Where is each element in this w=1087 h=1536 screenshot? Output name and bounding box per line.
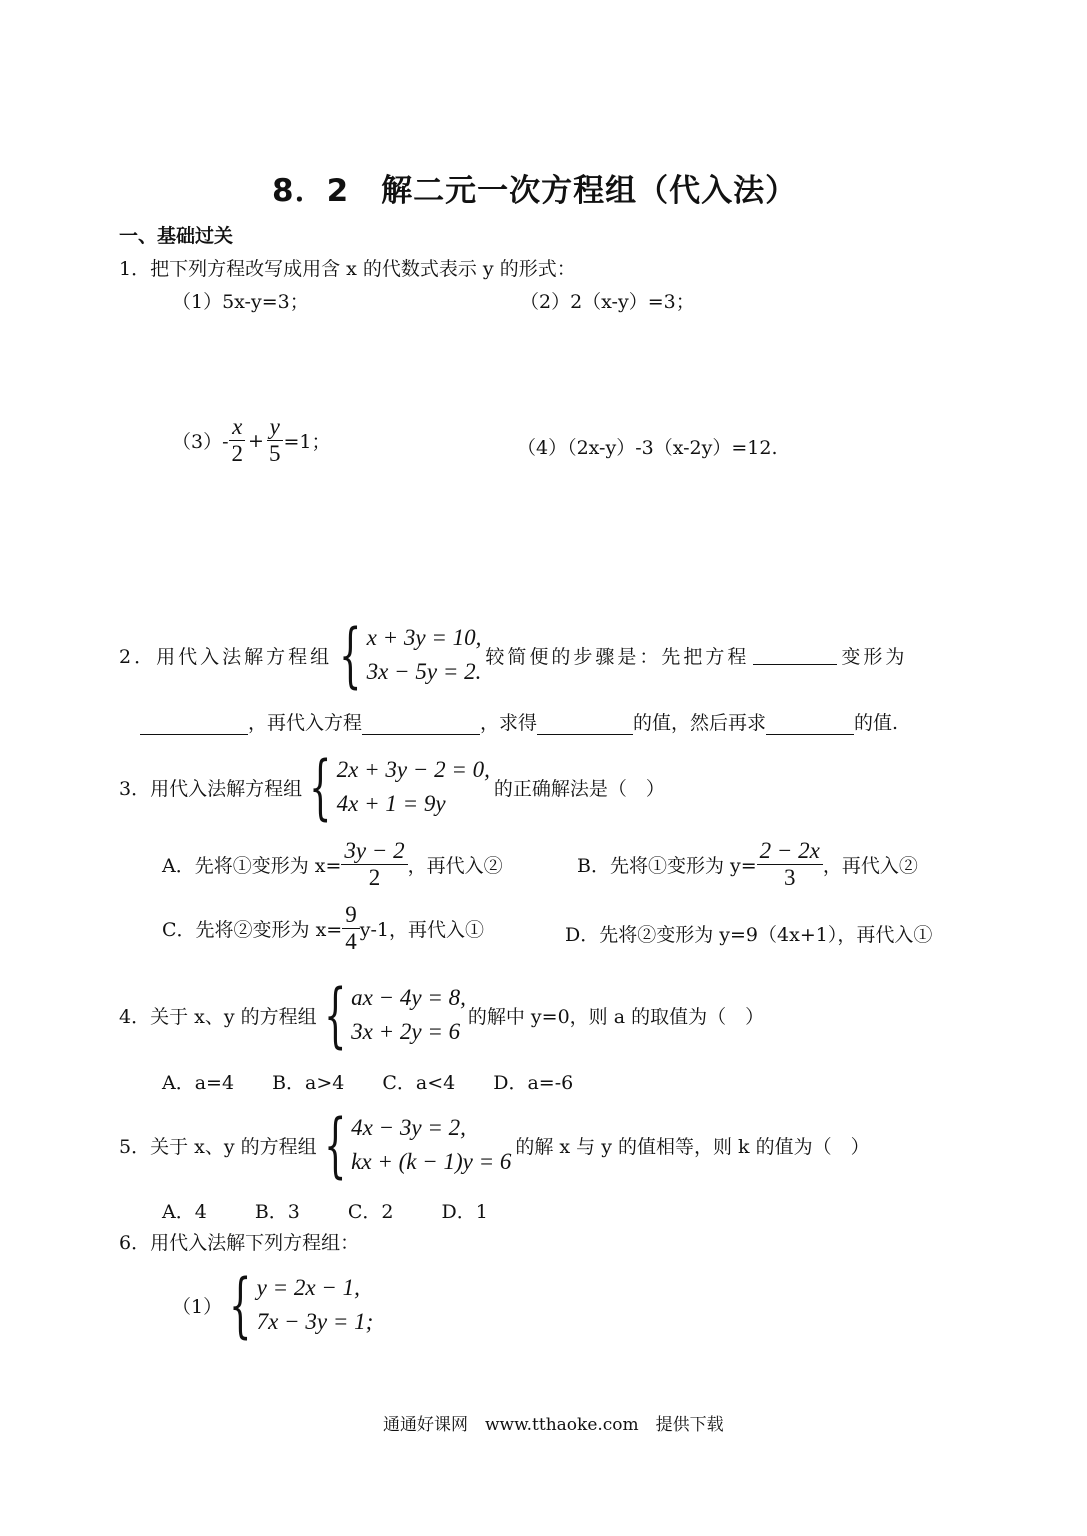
- question-1-part-3: [172, 414, 330, 468]
- equation-system: [302, 746, 490, 828]
- equation-1: 4x − 3y = 2,: [351, 1114, 466, 1140]
- left-brace-icon: {: [323, 974, 347, 1056]
- fraction-numerator: x: [229, 414, 245, 441]
- equation-system: [332, 614, 482, 696]
- question-2-text-b: ，求得: [480, 712, 538, 734]
- fraction-numerator: 2 − 2x: [757, 838, 823, 865]
- option-a[interactable]: A．a=4: [162, 1072, 235, 1094]
- page-footer: 通通好课网 www.tthaoke.com 提供下载: [383, 1415, 724, 1435]
- fraction-denominator: 5: [268, 441, 281, 467]
- left-brace-icon: {: [323, 1104, 347, 1186]
- section-heading: 一、基础过关: [119, 225, 234, 247]
- question-2-text-a: ，再代入方程: [248, 712, 363, 734]
- equation-1: y = 2x − 1,: [256, 1274, 360, 1300]
- fraction: [342, 902, 360, 956]
- answer-blank[interactable]: [140, 716, 248, 735]
- answer-blank[interactable]: [753, 646, 837, 665]
- equation-2: 3x − 5y = 2.: [366, 659, 482, 684]
- question-2-line-1: [119, 614, 908, 696]
- equation-2: 7x − 3y = 1;: [256, 1309, 374, 1334]
- question-2-after-2: 变形为: [841, 645, 908, 668]
- question-1-part-4: （4）（2x-y）-3（x-2y）=12.: [517, 437, 778, 459]
- option-a-prefix: A．先将①变形为 x=: [162, 855, 342, 878]
- option-b-prefix: B．先将①变形为 y=: [577, 855, 757, 878]
- answer-blank[interactable]: [537, 716, 633, 735]
- question-2-after: 较简便的步骤是：先把方程: [485, 645, 750, 668]
- answer-blank[interactable]: [766, 716, 854, 735]
- question-6-part-1: [172, 1264, 374, 1346]
- answer-blank[interactable]: [362, 716, 480, 735]
- fraction-denominator: 2: [231, 441, 244, 467]
- left-brace-icon: {: [309, 746, 332, 828]
- question-1-part-1: （1）5x-y=3；: [172, 291, 309, 313]
- page-title: 8．2 解二元一次方程组（代入法）: [272, 173, 798, 209]
- option-a[interactable]: [162, 838, 503, 892]
- question-5-stem: [119, 1104, 870, 1186]
- option-c-prefix: C．先将②变形为 x=: [162, 919, 343, 942]
- question-2-text-c: 的值，然后再求: [633, 712, 767, 734]
- question-5-after: 的解 x 与 y 的值相等，则 k 的值为（ ）: [515, 1135, 870, 1158]
- fraction-x-over-2: [229, 414, 247, 468]
- question-2-line-2: [140, 708, 898, 735]
- question-3-after: 的正确解法是（ ）: [493, 777, 665, 800]
- left-brace-icon: {: [339, 614, 362, 696]
- plus-sign: +: [248, 429, 264, 452]
- fraction-numerator: y: [267, 414, 283, 441]
- question-4-stem: [119, 974, 765, 1056]
- question-5-prefix: 5．关于 x、y 的方程组: [119, 1135, 317, 1158]
- option-b[interactable]: B．a>4: [272, 1072, 345, 1094]
- question-3-prefix: 3．用代入法解方程组: [119, 777, 303, 800]
- fraction: [341, 838, 407, 892]
- question-5-options: [162, 1197, 488, 1224]
- equation-system: [317, 1104, 512, 1186]
- equation-2: kx + (k − 1)y = 6: [351, 1149, 512, 1174]
- option-d[interactable]: D．a=-6: [493, 1072, 574, 1094]
- question-1-part-2: （2）2（x-y）=3；: [520, 291, 695, 313]
- equation-1: x + 3y = 10,: [366, 624, 482, 650]
- question-4-after: 的解中 y=0，则 a 的取值为（ ）: [467, 1005, 765, 1028]
- equation-2: 3x + 2y = 6: [351, 1019, 461, 1044]
- option-b[interactable]: [577, 838, 918, 892]
- question-2-prefix: 2．用代入法解方程组: [119, 645, 333, 668]
- fraction-denominator: 3: [784, 865, 796, 891]
- fraction: [757, 838, 823, 892]
- option-a[interactable]: A．4: [162, 1201, 207, 1223]
- fraction-denominator: 2: [368, 865, 381, 891]
- equation-1: ax − 4y = 8,: [351, 984, 466, 1010]
- fraction-numerator: 9: [342, 902, 360, 929]
- question-3-stem: [119, 746, 665, 828]
- left-brace-icon: {: [229, 1264, 252, 1346]
- question-4-prefix: 4．关于 x、y 的方程组: [119, 1005, 317, 1028]
- question-1-stem: 1．把下列方程改写成用含 x 的代数式表示 y 的形式：: [119, 258, 576, 280]
- part-3-suffix: =1；: [283, 431, 331, 454]
- question-2-text-d: 的值.: [854, 712, 899, 734]
- fraction-y-over-5: [266, 414, 284, 468]
- option-a-suffix: ，再代入②: [407, 855, 503, 878]
- question-4-options: [162, 1068, 573, 1095]
- fraction-numerator: 3y − 2: [341, 838, 407, 865]
- equation-1: 2x + 3y − 2 = 0,: [336, 756, 490, 782]
- fraction-denominator: 4: [345, 929, 357, 955]
- option-c[interactable]: [162, 902, 484, 956]
- question-6-stem: 6．用代入法解下列方程组：: [119, 1232, 360, 1254]
- equation-2: 4x + 1 = 9y: [336, 791, 446, 816]
- option-d[interactable]: D．1: [441, 1201, 488, 1223]
- option-c[interactable]: C．a<4: [382, 1072, 456, 1094]
- option-b-suffix: ，再代入②: [822, 855, 918, 878]
- option-d[interactable]: D．先将②变形为 y=9（4x+1），再代入①: [565, 924, 933, 946]
- option-c[interactable]: C．2: [347, 1201, 394, 1223]
- option-b[interactable]: B．3: [254, 1201, 300, 1223]
- equation-system: [222, 1264, 374, 1346]
- option-c-suffix: y-1，再代入①: [359, 919, 484, 942]
- equation-system: [317, 974, 466, 1056]
- part-3-prefix: （3）-: [172, 431, 229, 454]
- part-1-label: （1）: [172, 1295, 223, 1318]
